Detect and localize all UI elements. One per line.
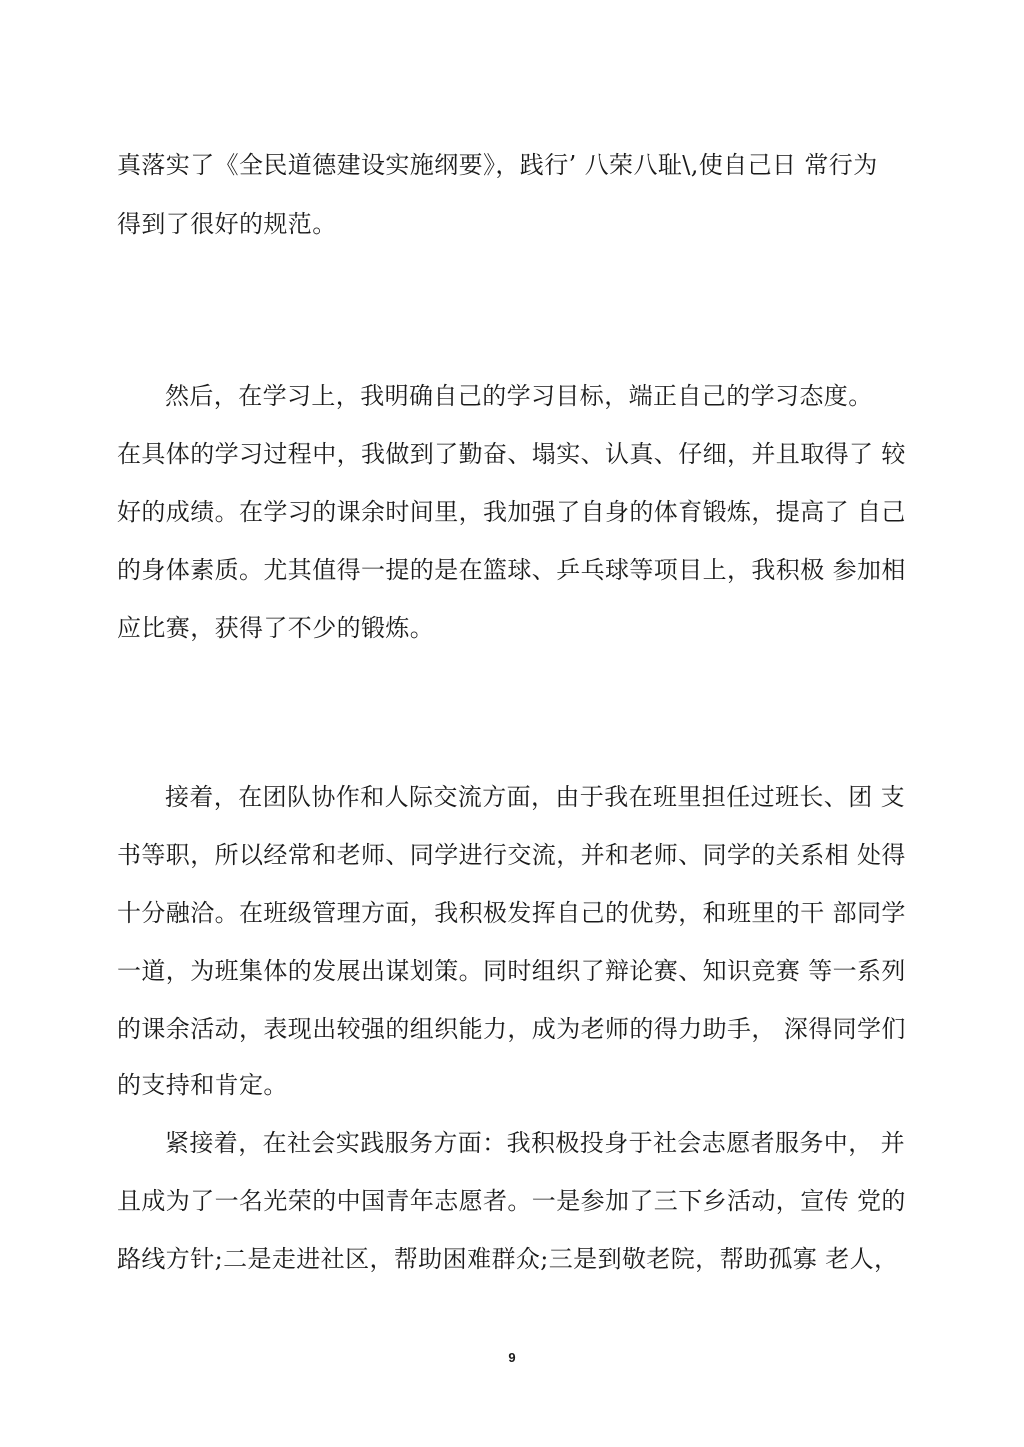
text-line: 十分融洽。在班级管理方面，我积极发挥自己的优势，和班里的干 部同学 bbox=[117, 899, 906, 927]
text-line: 在具体的学习过程中，我做到了勤奋、塌实、认真、仔细，并且取得了 较 bbox=[117, 440, 906, 468]
text-line: 路线方针;二是走进社区，帮助困难群众;三是到敬老院，帮助孤寡 老人， bbox=[117, 1245, 899, 1273]
paragraph-first-line: 接着，在团队协作和人际交流方面，由于我在班里担任过班长、团 支 bbox=[165, 783, 906, 811]
text-line: 得到了很好的规范。 bbox=[117, 210, 337, 238]
text-line: 书等职，所以经常和老师、同学进行交流，并和老师、同学的关系相 处得 bbox=[117, 841, 906, 869]
text-line: 好的成绩。在学习的课余时间里，我加强了自身的体育锻炼，提高了 自己 bbox=[117, 498, 906, 526]
text-line: 的支持和肯定。 bbox=[117, 1071, 288, 1099]
text-line: 应比赛，获得了不少的锻炼。 bbox=[117, 614, 435, 642]
text-line: 一道，为班集体的发展出谋划策。同时组织了辩论赛、知识竞赛 等一系列 bbox=[117, 957, 906, 985]
text-line: 真落实了《全民道德建设实施纲要》，践行’ 八荣八耻\,使自己日 常行为 bbox=[117, 151, 878, 179]
paragraph-first-line: 紧接着，在社会实践服务方面：我积极投身于社会志愿者服务中， 并 bbox=[165, 1129, 906, 1157]
paragraph-first-line: 然后，在学习上，我明确自己的学习目标，端正自己的学习态度。 bbox=[165, 382, 873, 410]
text-line: 的课余活动，表现出较强的组织能力，成为老师的得力助手， 深得同学们 bbox=[117, 1015, 906, 1043]
page-number: 9 bbox=[508, 1350, 516, 1365]
text-line: 且成为了一名光荣的中国青年志愿者。一是参加了三下乡活动，宣传 党的 bbox=[117, 1187, 906, 1215]
text-line: 的身体素质。尤其值得一提的是在篮球、乒乓球等项目上，我积极 参加相 bbox=[117, 556, 906, 584]
